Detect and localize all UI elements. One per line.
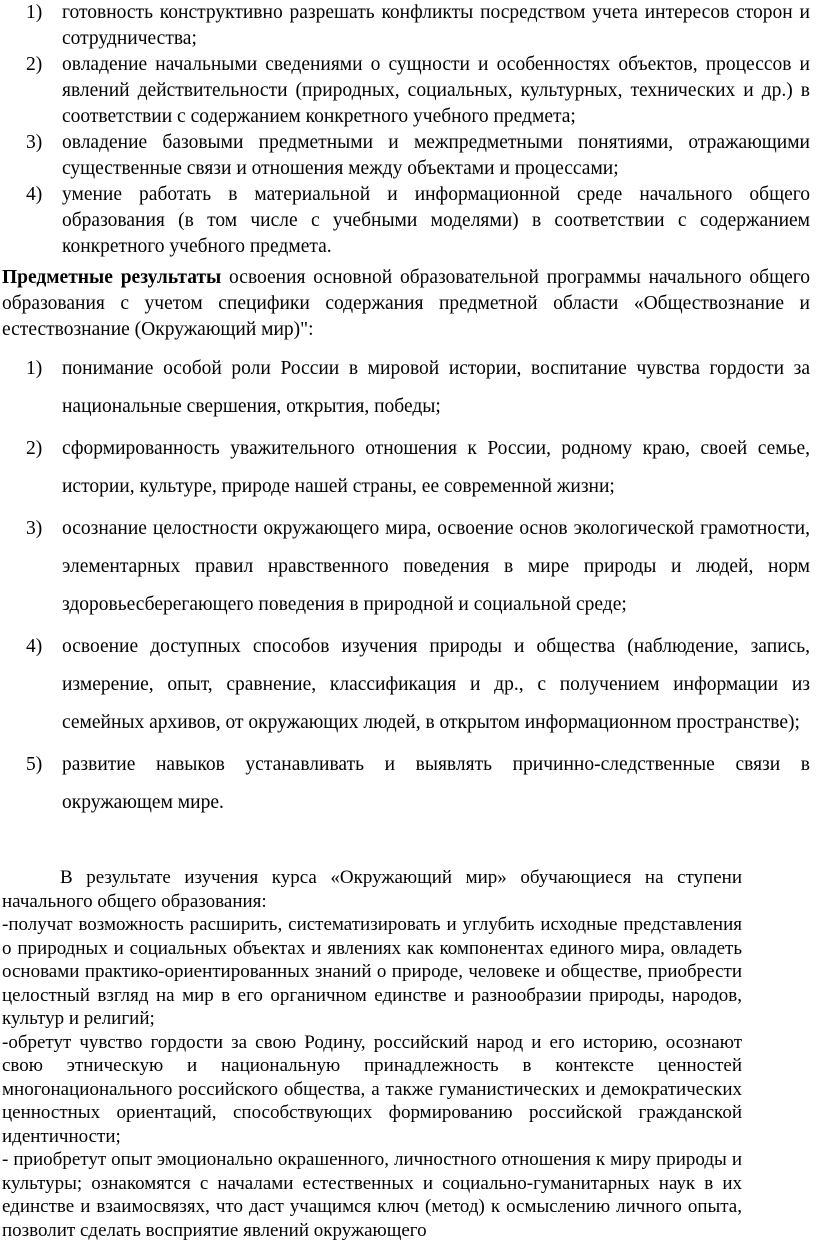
list-item xyxy=(0,182,816,260)
subject-results-intro xyxy=(2,265,810,343)
list-item xyxy=(0,350,816,426)
subject-results-intro-text: освоения основной образовательной программы начального общего образования с учетом специфики содержания предметной области «Обществознание и естествознание (Окружающий мир)": xyxy=(2,267,810,340)
list-item-text: осознание целостности окружающего мира, освоение основ экологической грамотности, элементарных правил нравственного поведения в мире природы и людей, норм здоровьесберегающего поведения в природной и социальной среде; xyxy=(62,518,810,615)
list-number: 1) xyxy=(26,2,43,23)
subject-results-heading: Предметные результаты xyxy=(2,267,222,288)
list-item xyxy=(0,130,816,182)
list-number: 2) xyxy=(26,438,43,459)
list-item xyxy=(0,52,816,130)
list-item-text: умение работать в материальной и информационной среде начального общего образования (в том числе с учебными моделями) в соответствии с содержанием конкретного учебного предмета. xyxy=(62,184,810,257)
list-item xyxy=(0,510,816,624)
list-item-text: овладение начальными сведениями о сущности и особенностях объектов, процессов и явлений действительности (природных, социальных, культурных, технических и др.) в соответствии с содержанием конкретного учебного предмета; xyxy=(62,54,810,127)
list-item-text: готовность конструктивно разрешать конфликты посредством учета интересов сторон и сотрудничества; xyxy=(62,2,810,49)
course-outcomes-intro: В результате изучения курса «Окружающий мир» обучающиеся на ступени начального общего образования: xyxy=(2,867,742,912)
outcome-paragraph: -получат возможность расширить, систематизировать и углубить исходные представления о природных и социальных объектах и явлениях как компонентах единого мира, овладеть основами практико-ориентированных знаний о природе, человеке и обществе, приобрести целостный взгляд на мир в его органичном единстве и разнообразии природы, народов, культур и религий; xyxy=(2,914,742,1029)
list-item xyxy=(0,628,816,742)
list-number: 4) xyxy=(26,636,43,657)
list-number: 5) xyxy=(26,754,43,775)
list-number: 3) xyxy=(26,132,43,153)
list-item-text: овладение базовыми предметными и межпредметными понятиями, отражающими существенные связи и отношения между объектами и процессами; xyxy=(62,132,810,179)
list-number: 4) xyxy=(26,184,43,205)
list-item-text: сформированность уважительного отношения к России, родному краю, своей семье, истории, культуре, природе нашей страны, ее современной жизни; xyxy=(62,438,810,497)
outcome-paragraph: -обретут чувство гордости за свою Родину, российский народ и его историю, осознают свою этническую и национальную принадлежность в контексте ценностей многонационального российского общества, а также гуманистических и демократических ценностных ориентаций, способствующих формированию российской гражданской идентичности; xyxy=(2,1031,742,1147)
outcome-paragraph: - приобретут опыт эмоционально окрашенного, личностного отношения к миру природы и культуры; ознакомятся с началами естественных и социально-гуманитарных наук в их единстве и взаимосвязях, что даст учащимся ключ (метод) к осмыслению личного опыта, позволит сделать восприятие явлений окружающего xyxy=(2,1149,742,1241)
list-item-text: освоение доступных способов изучения природы и общества (наблюдение, запись, измерение, опыт, сравнение, классификация и др., с получением информации из семейных архивов, от окружающих людей, в открытом информационном пространстве); xyxy=(62,636,810,733)
list-item xyxy=(0,430,816,506)
list-number: 2) xyxy=(26,54,43,75)
list-item xyxy=(0,0,816,52)
list-item xyxy=(0,746,816,822)
course-outcomes-section xyxy=(2,866,742,1242)
list-number: 1) xyxy=(26,358,43,379)
list-number: 3) xyxy=(26,518,43,539)
list-item-text: понимание особой роли России в мировой истории, воспитание чувства гордости за национальные свершения, открытия, победы; xyxy=(62,358,810,417)
subject-results-list xyxy=(0,350,816,826)
list-item-text: развитие навыков устанавливать и выявлять причинно-следственные связи в окружающем мире. xyxy=(62,754,810,813)
competency-list xyxy=(0,0,816,260)
